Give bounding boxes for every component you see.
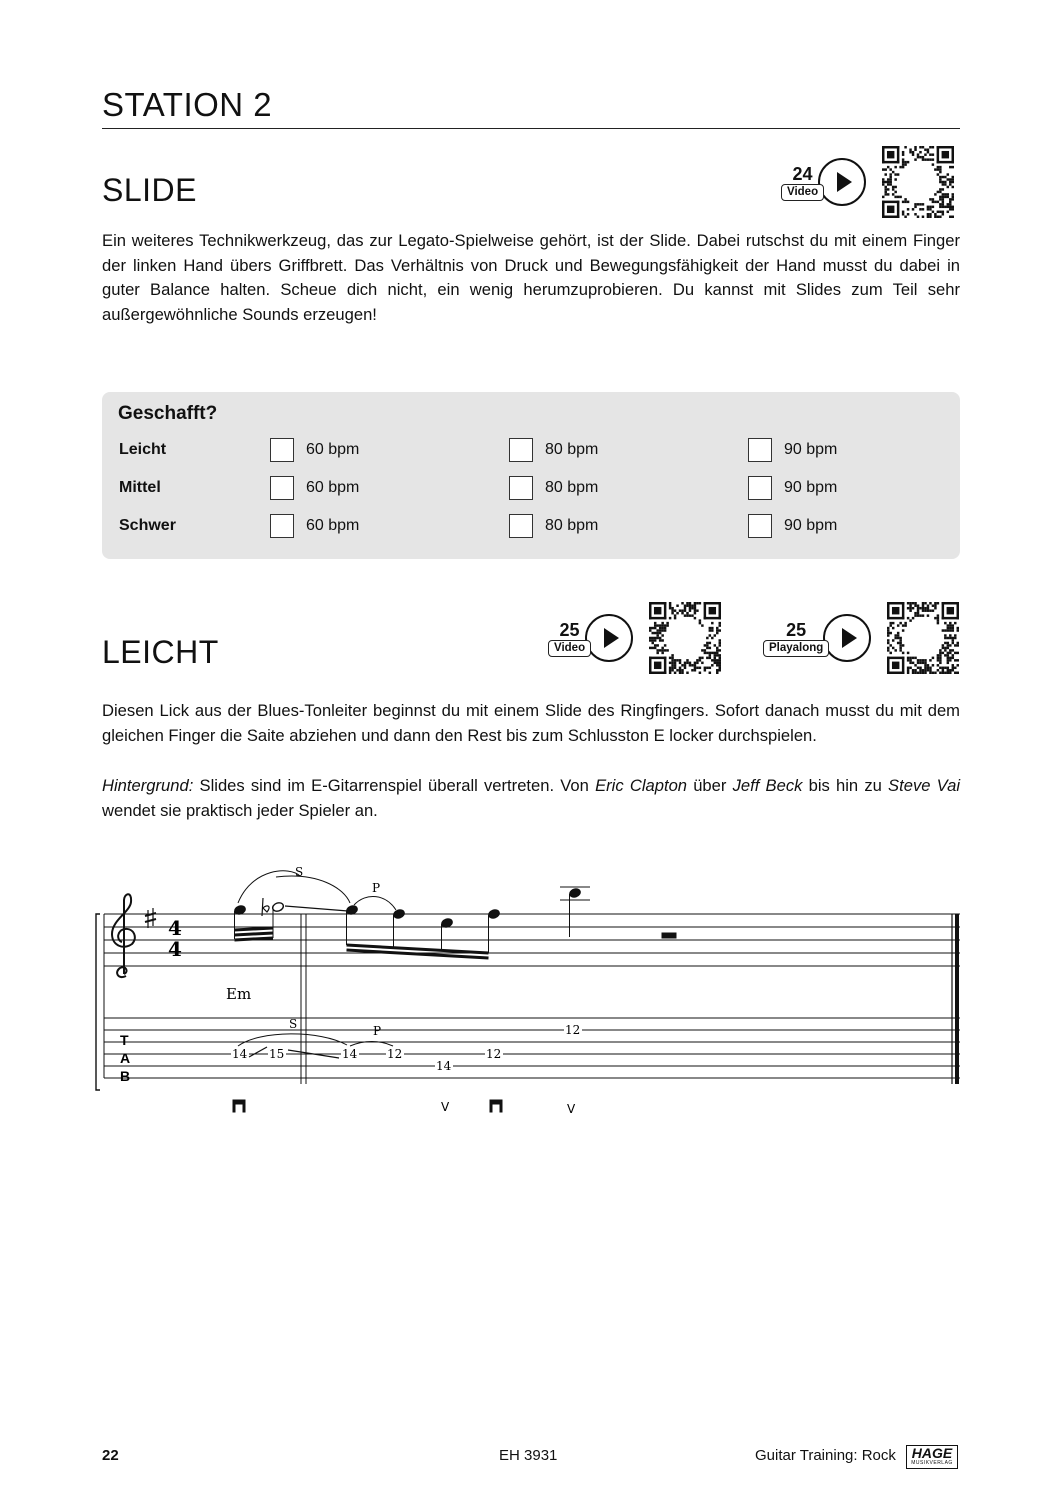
- bpm-label: 80 bpm: [545, 441, 599, 458]
- treble-clef-icon: [112, 894, 135, 977]
- logo-text: HAGE: [911, 1445, 953, 1461]
- sharp-icon: [145, 908, 156, 928]
- chord-name: Em: [226, 985, 252, 1003]
- bpm-label: 80 bpm: [545, 479, 599, 496]
- note-head: [568, 887, 581, 898]
- page-number: 22: [102, 1447, 119, 1464]
- slide-paragraph: Ein weiteres Technikwerkzeug, das zur Legato-Spielweise gehört, ist der Slide. Dabei rutschst du mit einem Finger der linken Hand übers Griffbrett. Das Verhältnis von Druck und Bewegungsfähigkeit der Hand musst du dabei in guter Balance halten. Scheue dich nicht, ein wenig herumzuprobieren. Du kannst mit Slides zum Teil sehr außergewöhnliche Sounds erzeugen!: [102, 231, 960, 324]
- artist-name: Jeff Beck: [732, 776, 803, 795]
- flat-icon: [262, 898, 269, 916]
- series-title: Guitar Training: Rock: [755, 1447, 896, 1464]
- half-rest-icon: [662, 933, 676, 938]
- checklist-title: Geschafft?: [118, 403, 218, 424]
- tab-number: 12: [486, 1047, 502, 1061]
- row-label-schwer: Schwer: [119, 517, 176, 534]
- slide-title: SLIDE: [102, 172, 197, 208]
- slide-line: [285, 906, 348, 911]
- catalog-code: EH 3931: [499, 1447, 558, 1464]
- bpm-label: 90 bpm: [784, 441, 838, 458]
- slide-mark: S: [295, 865, 304, 879]
- leicht-title: LEICHT: [102, 634, 219, 670]
- pull-off-mark: P: [372, 881, 381, 895]
- downstroke-icon: [490, 1100, 502, 1112]
- logo-subtext: MUSIKVERLAG: [911, 1460, 953, 1466]
- tab-letter: T: [120, 1032, 129, 1048]
- tab-number: 12: [387, 1047, 403, 1061]
- tab-letter: A: [120, 1050, 131, 1066]
- background-text: Slides sind im E-Gitarrenspiel überall vertreten. Von: [193, 776, 596, 795]
- media-number: 25: [786, 619, 807, 640]
- pick-strokes: [233, 1100, 502, 1112]
- tab-slide-line: [249, 1047, 267, 1057]
- bpm-label: 90 bpm: [784, 517, 838, 534]
- media-label: Video: [781, 184, 824, 201]
- note-head: [392, 908, 405, 919]
- tab-number: 12: [565, 1023, 581, 1037]
- bpm-label: 60 bpm: [306, 441, 360, 458]
- tab-pull-off-mark: P: [373, 1024, 382, 1038]
- leicht-paragraph: Diesen Lick aus der Blues-Tonleiter beginnst du mit einem Slide des Ringfingers. Sofort danach musst du mit dem gleichen Finger die Saite abziehen und dann den Rest bis zum Schlusston E locker durchspielen.: [102, 701, 960, 745]
- media-label: Video: [548, 640, 591, 657]
- artist-name: Steve Vai: [888, 776, 961, 795]
- tab-number: 15: [269, 1047, 285, 1061]
- tab-number: 14: [436, 1059, 452, 1073]
- row-label-leicht: Leicht: [119, 441, 167, 458]
- upstroke-icon: V: [441, 1100, 450, 1114]
- background-label: Hintergrund:: [102, 776, 194, 795]
- bpm-label: 90 bpm: [784, 479, 838, 496]
- slur: [354, 896, 396, 910]
- media-label: Playalong: [763, 640, 829, 657]
- background-text: wendet sie praktisch jeder Spieler an.: [102, 800, 378, 820]
- row-label-mittel: Mittel: [119, 479, 161, 496]
- publisher-logo: [906, 1445, 958, 1469]
- upstroke-icon: V: [567, 1102, 576, 1116]
- tab-number: 14: [232, 1047, 248, 1061]
- artist-name: Eric Clapton: [595, 776, 688, 795]
- time-signature-top: 4: [168, 916, 182, 940]
- background-text: bis hin zu: [802, 776, 889, 795]
- bpm-label: 60 bpm: [306, 517, 360, 534]
- tab-slur: [238, 1034, 347, 1046]
- media-number: 25: [559, 619, 580, 640]
- time-signature-bottom: 4: [168, 937, 182, 961]
- measure-2-notes: [345, 887, 676, 958]
- tab-number: 14: [342, 1047, 358, 1061]
- bpm-label: 60 bpm: [306, 479, 360, 496]
- bpm-label: 80 bpm: [545, 517, 599, 534]
- tab-letter: B: [120, 1068, 131, 1084]
- slur: [276, 876, 350, 903]
- measure-1-notes: [233, 898, 284, 940]
- downstroke-icon: [233, 1100, 245, 1112]
- media-number: 24: [792, 163, 813, 184]
- system-bracket: [96, 914, 100, 1090]
- tab-slide-mark: S: [289, 1017, 298, 1031]
- background-text: über: [687, 776, 733, 795]
- station-heading: STATION 2: [102, 86, 273, 123]
- note-head: [487, 908, 500, 919]
